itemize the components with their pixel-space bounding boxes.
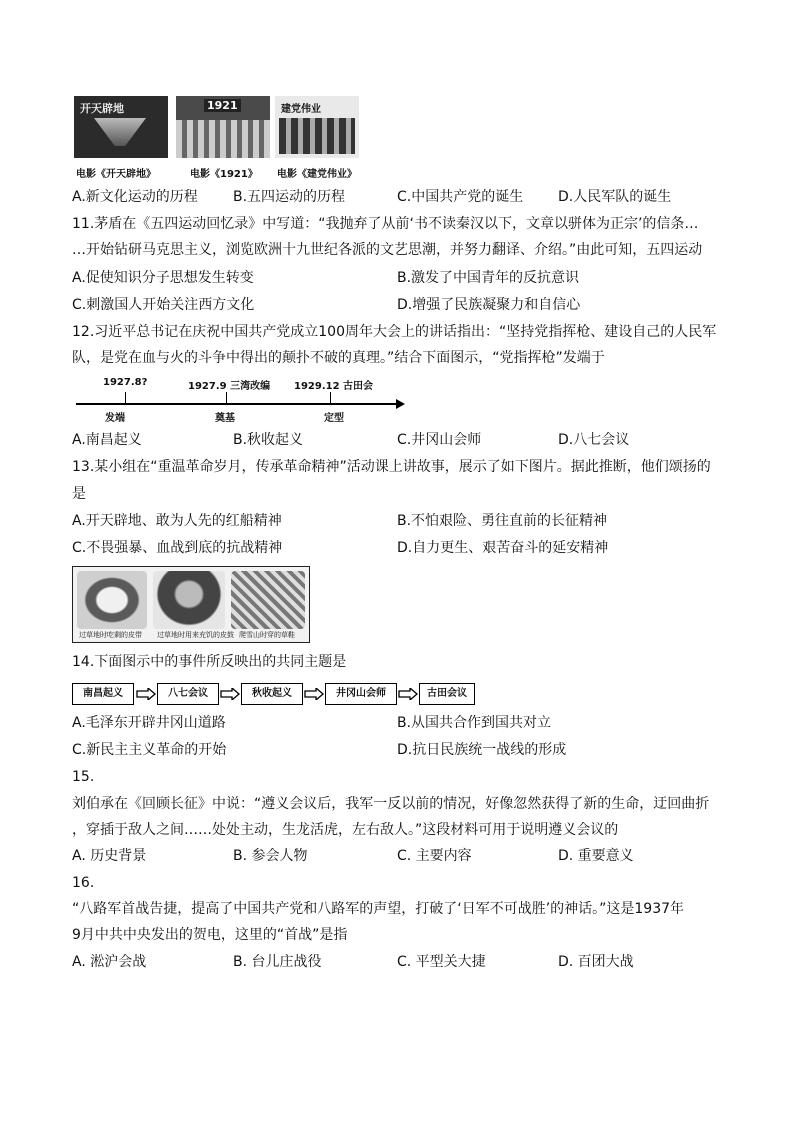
question-stem: 13.某小组在“重温革命岁月，传承革命精神”活动课上讲故事，展示了如下图片。据此推断，他们颂扬的 (72, 459, 711, 475)
photo-caption: 电影《建党伟业》 (277, 169, 357, 180)
question-stem: 刘伯承在《回顾长征》中说：“遵义会议后，我军一反以前的情况，好像忽然获得了新的生命，迂回曲折 (72, 796, 710, 812)
question-stem: ，穿插于敌人之间……处处主动，生龙活虎，左右敌人。”这段材料可用于说明遵义会议的 (72, 822, 619, 838)
option-b[interactable]: B.从国共合作到国共对立 (397, 715, 552, 731)
timeline-stage: 定型 (324, 413, 344, 424)
flow-box: 南昌起义 (72, 683, 134, 705)
option-a[interactable]: A.促使知识分子思想发生转变 (72, 270, 254, 286)
option-b[interactable]: B.激发了中国青年的反抗意识 (397, 270, 580, 286)
arrow-right-icon (396, 399, 405, 409)
photo-caption: 爬雪山时穿的草鞋 (239, 631, 295, 639)
option-a[interactable]: A.开天辟地、敢为人先的红船精神 (72, 513, 282, 529)
question-stem: …开始钻研马克思主义，浏览欧洲十九世纪各派的文艺思潮，并努力翻译、介绍。”由此可知，五四运动 (72, 242, 703, 258)
photo-caption: 过草地时吃剩的皮带 (79, 631, 142, 639)
option-a[interactable]: A.新文化运动的历程 (72, 189, 198, 205)
movie-still-title: 1921 (204, 99, 241, 112)
arrow-right-icon (304, 688, 324, 700)
question-stem: 是 (72, 486, 86, 502)
arrow-right-icon (398, 688, 418, 700)
option-d[interactable]: D.人民军队的诞生 (558, 189, 672, 205)
option-c[interactable]: C. 主要内容 (397, 848, 472, 864)
option-d[interactable]: D. 重要意义 (558, 848, 634, 864)
option-c[interactable]: C. 平型关大捷 (397, 954, 486, 970)
drum-photo (153, 571, 225, 629)
question-stem: 14.下面图示中的事件所反映出的共同主题是 (72, 654, 347, 670)
arrow-right-icon (220, 688, 240, 700)
option-b[interactable]: B.五四运动的历程 (233, 189, 346, 205)
timeline-date: 1927.9 三湾改编 (188, 381, 271, 392)
flow-box: 秋收起义 (241, 683, 303, 705)
option-d[interactable]: D.增强了民族凝聚力和自信心 (397, 297, 581, 313)
option-a[interactable]: A.南昌起义 (72, 432, 142, 448)
flow-box: 井冈山会师 (325, 683, 397, 705)
option-a[interactable]: A. 淞沪会战 (72, 954, 147, 970)
question-stem: “八路军首战告捷，提高了中国共产党和八路军的声望，打破了‘日军不可战胜’的神话。”这是1937年 (72, 901, 685, 917)
question-stem: 9月中共中央发出的贺电，这里的“首战”是指 (72, 927, 348, 943)
option-c[interactable]: C.新民主主义革命的开始 (72, 742, 227, 758)
timeline-date: 1929.12 古田会 (294, 381, 374, 392)
option-d[interactable]: D. 百团大战 (558, 954, 634, 970)
timeline-date: 1927.8? (103, 377, 148, 388)
option-c[interactable]: C.不畏强暴、血战到底的抗战精神 (72, 540, 283, 556)
movie-still-kaitianpidi (74, 96, 168, 158)
option-c[interactable]: C.刺激国人开始关注西方文化 (72, 297, 255, 313)
option-b[interactable]: B. 参会人物 (233, 848, 308, 864)
timeline-axis (76, 403, 398, 405)
option-a[interactable]: A.毛泽东开辟井冈山道路 (72, 715, 226, 731)
option-b[interactable]: B. 台儿庄战役 (233, 954, 322, 970)
arrow-right-icon (136, 688, 156, 700)
option-d[interactable]: D.抗日民族统一战线的形成 (397, 742, 567, 758)
option-b[interactable]: B.秋收起义 (233, 432, 304, 448)
option-d[interactable]: D.八七会议 (558, 432, 630, 448)
straw-sandals-photo (231, 571, 305, 629)
question-number: 16. (72, 875, 95, 891)
option-d[interactable]: D.自力更生、艰苦奋斗的延安精神 (397, 540, 609, 556)
movie-still-title: 开天辟地 (80, 102, 124, 115)
movie-still-1921 (176, 96, 270, 158)
flow-box: 八七会议 (157, 683, 219, 705)
artifact-photo-strip (72, 566, 310, 643)
flow-box: 古田会议 (419, 683, 475, 705)
option-b[interactable]: B.不怕艰险、勇往直前的长征精神 (397, 513, 608, 529)
movie-still-jiandangweiye (275, 96, 359, 158)
timeline-stage: 发端 (105, 413, 125, 424)
question-stem: 12.习近平总书记在庆祝中国共产党成立100周年大会上的讲话指出：“坚持党指挥枪、建设自己的人民军 (72, 324, 717, 340)
question-number: 15. (72, 769, 95, 785)
photo-caption: 过草地时用来充饥的皮鼓 (157, 631, 234, 639)
option-c[interactable]: C.井冈山会师 (397, 432, 482, 448)
timeline-stage: 奠基 (215, 413, 235, 424)
question-stem: 队，是党在血与火的斗争中得出的颠扑不破的真理。”结合下面图示，“党指挥枪”发端于 (72, 350, 605, 366)
option-c[interactable]: C.中国共产党的诞生 (397, 189, 524, 205)
question-stem: 11.茅盾在《五四运动回忆录》中写道：“我抛弃了从前‘书不读秦汉以下，文章以骈体为正宗’的信条… (72, 216, 699, 232)
photo-caption: 电影《1921》 (190, 169, 258, 180)
belt-photo (77, 571, 147, 629)
movie-still-title: 建党伟业 (281, 104, 321, 115)
photo-caption: 电影《开天辟地》 (76, 169, 156, 180)
option-a[interactable]: A. 历史背景 (72, 848, 147, 864)
